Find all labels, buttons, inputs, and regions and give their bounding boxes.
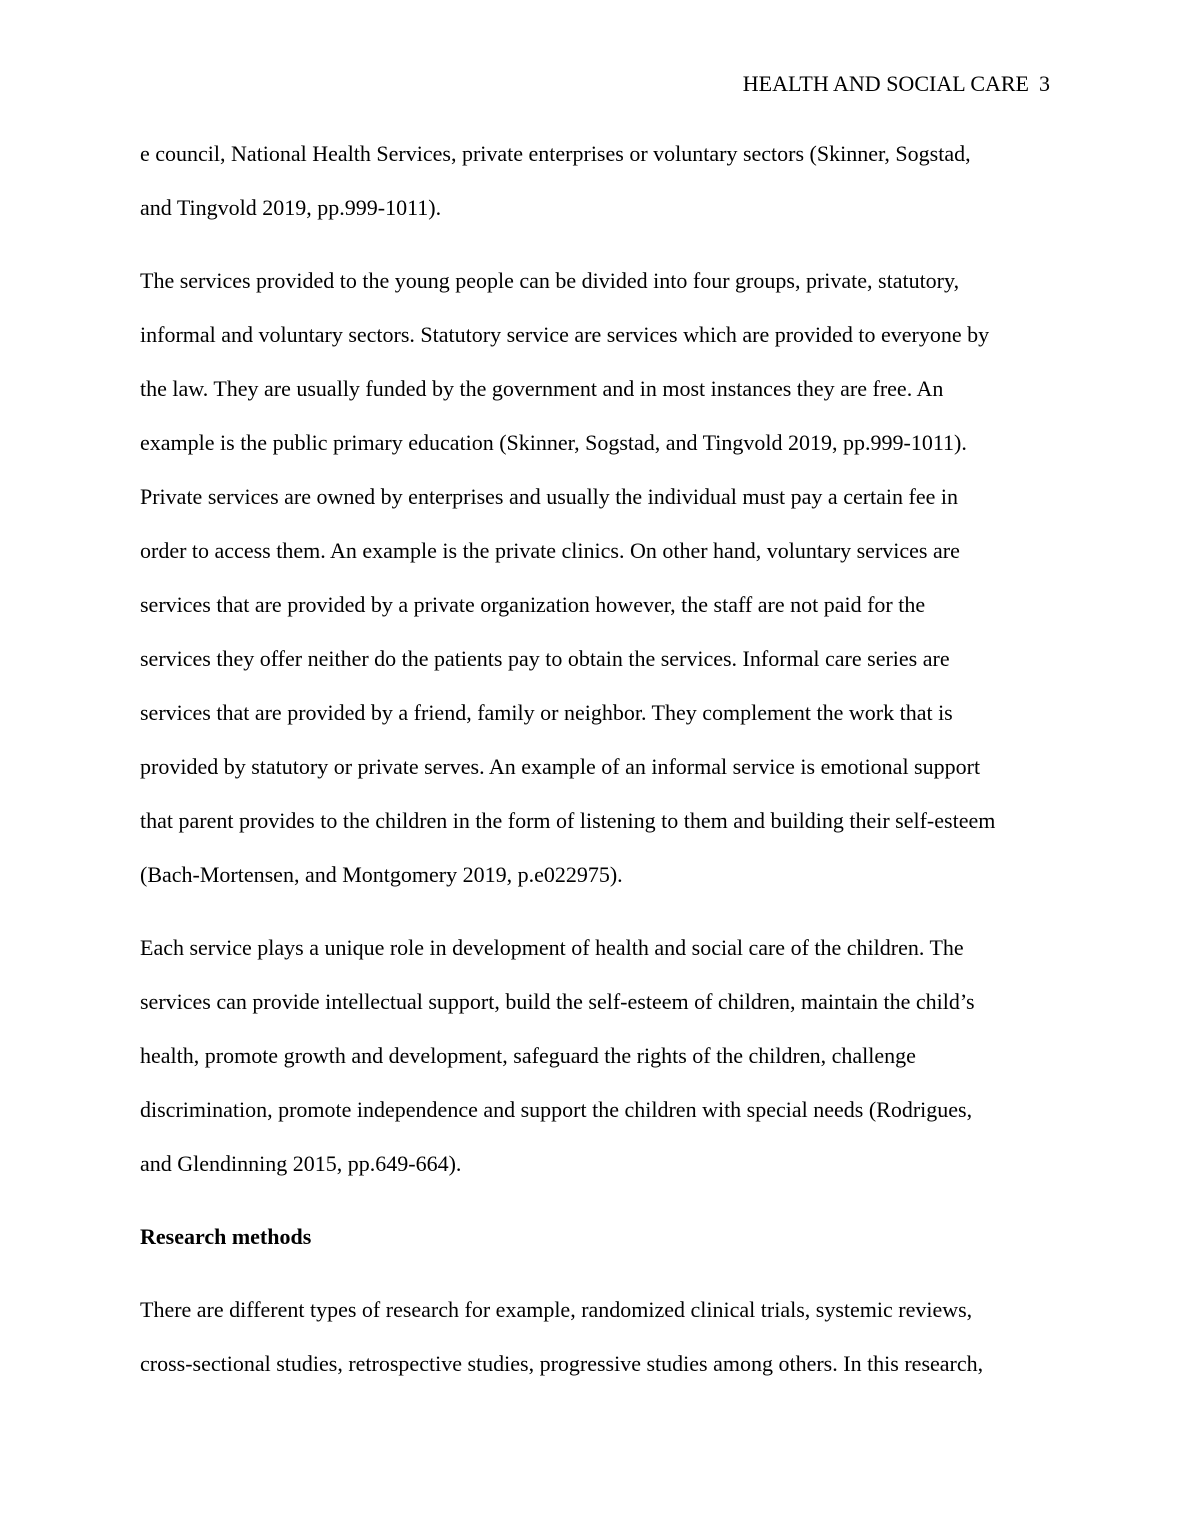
text-line: order to access them. An example is the private clinics. On other hand, voluntary services are — [140, 538, 960, 563]
body-text — [140, 140, 1050, 1404]
text-line: The services provided to the young people can be divided into four groups, private, statutory, — [140, 268, 960, 293]
paragraph-1 — [140, 140, 1050, 248]
text-line: e council, National Health Services, private enterprises or voluntary sectors (Skinner, Sogstad, — [140, 141, 971, 166]
text-line: services that are provided by a private organization however, the staff are not paid for the — [140, 592, 926, 617]
paragraph-3 — [140, 934, 1050, 1204]
text-line: services they offer neither do the patients pay to obtain the services. Informal care series are — [140, 646, 950, 671]
text-line: Private services are owned by enterprises and usually the individual must pay a certain fee in — [140, 484, 959, 509]
page-number: 3 — [1039, 71, 1050, 96]
text-line: and Tingvold 2019, pp.999-1011). — [140, 195, 442, 220]
text-line: Each service plays a unique role in development of health and social care of the children. The — [140, 935, 964, 960]
paragraph-2 — [140, 267, 1050, 915]
running-head — [743, 70, 1050, 98]
text-line: services can provide intellectual support, build the self-esteem of children, maintain the child’s — [140, 989, 975, 1014]
text-line: cross-sectional studies, retrospective studies, progressive studies among others. In this research, — [140, 1351, 984, 1376]
paragraph-gap — [140, 1277, 1050, 1296]
running-head-title: HEALTH AND SOCIAL CARE — [742, 71, 1029, 96]
text-line: health, promote growth and development, safeguard the rights of the children, challenge — [140, 1043, 916, 1068]
text-line: (Bach-Mortensen, and Montgomery 2019, p.e022975). — [140, 862, 623, 887]
text-line: example is the public primary education (Skinner, Sogstad, and Tingvold 2019, pp.999-1011). — [140, 430, 967, 455]
text-line: informal and voluntary sectors. Statutory service are services which are provided to everyone by — [140, 322, 990, 347]
paragraph-gap — [140, 248, 1050, 267]
text-line: discrimination, promote independence and support the children with special needs (Rodrigues, — [140, 1097, 973, 1122]
text-line: the law. They are usually funded by the government and in most instances they are free. An — [140, 376, 944, 401]
paragraph-gap — [140, 915, 1050, 934]
text-line: There are different types of research for example, randomized clinical trials, systemic reviews, — [140, 1297, 973, 1322]
text-line: that parent provides to the children in the form of listening to them and building their self-esteem — [140, 808, 996, 833]
text-line: and Glendinning 2015, pp.649-664). — [140, 1151, 462, 1176]
paragraph-4 — [140, 1296, 1050, 1404]
paragraph-gap — [140, 1204, 1050, 1223]
section-heading: Research methods — [140, 1224, 312, 1249]
text-line: provided by statutory or private serves. An example of an informal service is emotional support — [140, 754, 981, 779]
text-line: services that are provided by a friend, family or neighbor. They complement the work that is — [140, 700, 953, 725]
